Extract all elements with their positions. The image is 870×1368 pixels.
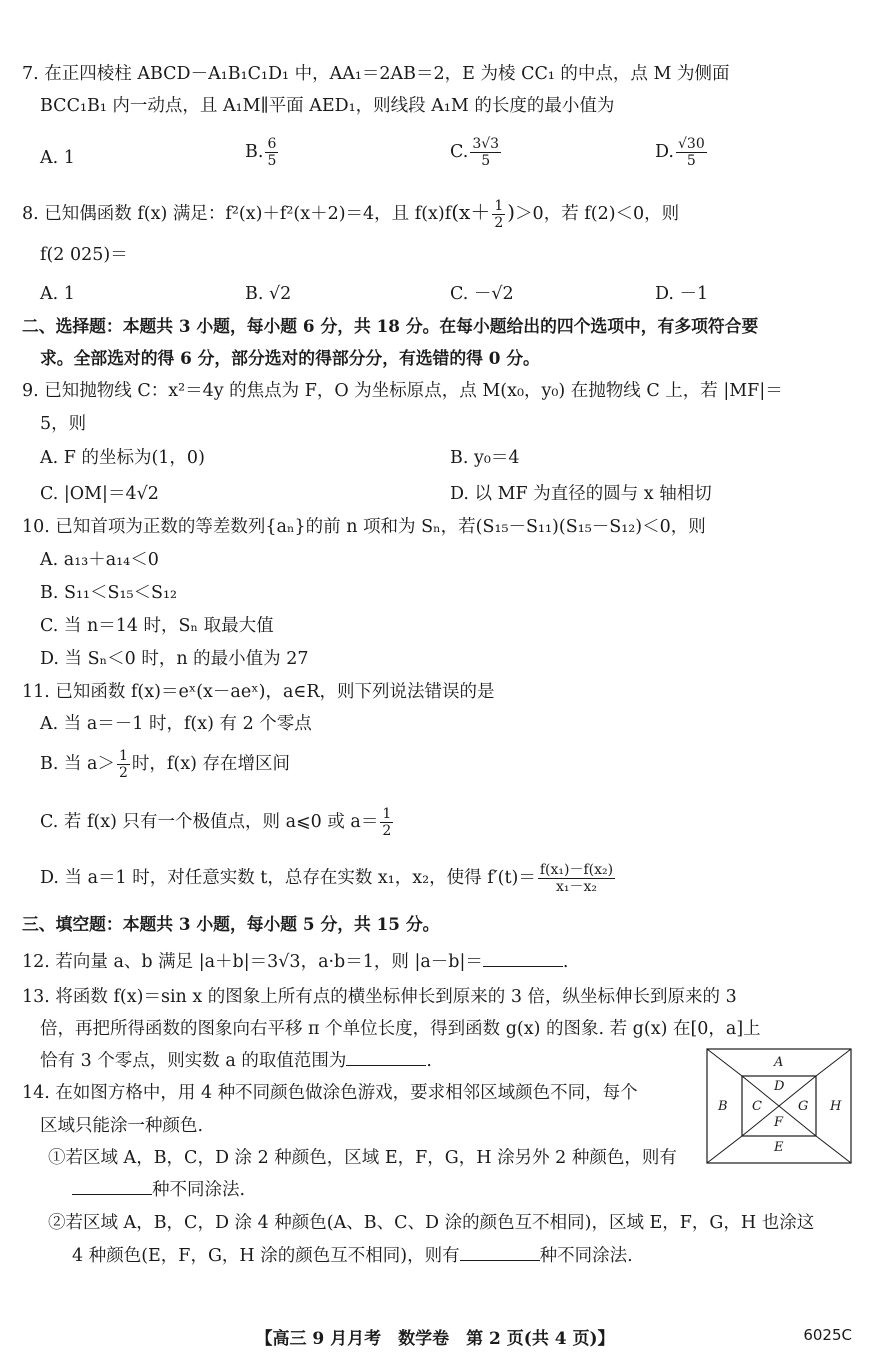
q7-option-b-denominator: 5 xyxy=(267,153,277,169)
q8-paren-close: ) xyxy=(507,200,516,224)
q11-option-b-part-a: B. 当 a＞ xyxy=(40,754,115,774)
q7-option-b-label: B. xyxy=(245,142,264,162)
q10-option-d: D. 当 Sₙ＜0 时，n 的最小值为 27 xyxy=(40,649,309,669)
q11-option-c-part-a: C. 若 f(x) 只有一个极值点，则 a⩽0 或 a＝ xyxy=(40,812,379,832)
q11-option-a: A. 当 a＝－1 时，f(x) 有 2 个零点 xyxy=(40,714,312,734)
q11-option-d-part-a: D. 当 a＝1 时，对任意实数 t，总存在实数 x₁，x₂，使得 f′(t)＝ xyxy=(40,868,536,888)
q7-option-c xyxy=(450,136,503,169)
q10-option-c: C. 当 n＝14 时，Sₙ 取最大值 xyxy=(40,616,274,636)
q13-line3 xyxy=(40,1049,432,1073)
q8-line1-part-a: 8. 已知偶函数 f(x) 满足：f²(x)＋f²(x＋2)＝4，且 f(x)f xyxy=(22,204,452,224)
q10-line1: 10. 已知首项为正数的等差数列{aₙ}的前 n 项和为 Sₙ，若(S₁₅－S₁₁)(S₁₅－S₁₂)＜0，则 xyxy=(22,517,706,537)
page-footer: 【高三 9 月月考 数学卷 第 2 页(共 4 页)】 xyxy=(255,1329,615,1349)
q11-option-d-numerator: f(x₁)－f(x₂) xyxy=(539,862,614,878)
q14-part2-suffix: 种不同涂法. xyxy=(539,1246,633,1266)
q14-part2-answer-blank[interactable] xyxy=(460,1244,540,1261)
q7-option-a: A. 1 xyxy=(40,148,75,168)
q8-line1-part-b: ＞0，若 f(2)＜0，则 xyxy=(515,204,680,224)
q9-option-d: D. 以 MF 为直径的圆与 x 轴相切 xyxy=(450,484,712,504)
q11-option-b-part-b: 时，f(x) 存在增区间 xyxy=(131,754,290,774)
label-e: E xyxy=(774,1140,784,1155)
label-g: G xyxy=(798,1099,809,1114)
label-f: F xyxy=(774,1115,784,1130)
q14-grid-figure xyxy=(706,1048,852,1164)
q14-part2-line1: ②若区域 A，B，C，D 涂 4 种颜色(A、B、C、D 涂的颜色互不相同)，区域 E，F，G，H 也涂这 xyxy=(48,1213,815,1233)
q7-option-b-numerator: 6 xyxy=(267,136,277,152)
q8-line1 xyxy=(22,198,679,231)
q13-period: . xyxy=(426,1051,432,1071)
q13-line3-text: 恰有 3 个零点，则实数 a 的取值范围为 xyxy=(40,1051,347,1071)
q7-option-c-label: C. xyxy=(450,142,469,162)
q8-option-b: B. √2 xyxy=(245,284,292,304)
q9-option-a: A. F 的坐标为(1，0) xyxy=(40,448,205,468)
q7-option-b xyxy=(245,136,280,169)
corner-line-bl xyxy=(707,1136,742,1163)
q7-line1: 7. 在正四棱柱 ABCD－A₁B₁C₁D₁ 中，AA₁＝2AB＝2，E 为棱 CC₁ 的中点，点 M 为侧面 xyxy=(22,64,730,84)
label-b: B xyxy=(718,1099,728,1114)
q11-option-d xyxy=(40,862,617,895)
q13-line2: 倍，再把所得函数的图象向右平移 π 个单位长度，得到函数 g(x) 的图象. 若 g(x) 在[0，a]上 xyxy=(40,1019,761,1039)
q14-part2-text: 4 种颜色(E，F，G，H 涂的颜色互不相同)，则有 xyxy=(72,1246,460,1266)
q7-option-d-denominator: 5 xyxy=(686,153,696,169)
q7-option-d-fraction xyxy=(676,136,707,169)
q7-line2: BCC₁B₁ 内一动点，且 A₁M∥平面 AED₁，则线段 A₁M 的长度的最小值为 xyxy=(40,96,615,116)
q8-option-c: C. －√2 xyxy=(450,284,514,304)
q13-line1: 13. 将函数 f(x)＝sin x 的图象上所有点的横坐标伸长到原来的 3 倍，纵坐标伸长到原来的 3 xyxy=(22,987,737,1007)
label-c: C xyxy=(752,1099,762,1114)
q7-option-d-numerator: √30 xyxy=(677,136,705,152)
corner-line-tr xyxy=(816,1049,851,1076)
q14-line1: 14. 在如图方格中，用 4 种不同颜色做涂色游戏，要求相邻区域颜色不同，每个 xyxy=(22,1083,638,1103)
q11-option-b-denominator: 2 xyxy=(118,765,128,781)
q8-option-d: D. －1 xyxy=(655,284,709,304)
q7-option-d xyxy=(655,136,709,169)
q11-option-c-numerator: 1 xyxy=(382,806,392,822)
q9-option-c: C. |OM|＝4√2 xyxy=(40,484,159,504)
corner-line-tl xyxy=(707,1049,742,1076)
q9-line2: 5，则 xyxy=(40,414,87,434)
q7-option-c-fraction xyxy=(470,136,501,169)
section-3-heading: 三、填空题：本题共 3 小题，每小题 5 分，共 15 分。 xyxy=(22,914,440,934)
q14-part1-line2 xyxy=(72,1178,245,1202)
q11-line1: 11. 已知函数 f(x)＝eˣ(x－aeˣ)，a∈R，则下列说法错误的是 xyxy=(22,682,495,702)
q11-option-d-denominator: x₁－x₂ xyxy=(555,879,597,895)
q14-part1-line1: ①若区域 A，B，C，D 涂 2 种颜色，区域 E，F，G，H 涂另外 2 种颜色，则有 xyxy=(48,1148,677,1168)
section-2-heading-line1: 二、选择题：本题共 3 小题，每小题 6 分，共 18 分。在每小题给出的四个选项中，有多项符合要 xyxy=(22,316,759,336)
label-a: A xyxy=(774,1055,784,1070)
q7-option-d-label: D. xyxy=(655,142,674,162)
corner-line-br xyxy=(816,1136,851,1163)
q8-paren-open: (x＋ xyxy=(451,200,491,224)
q8-fraction-numerator: 1 xyxy=(494,198,504,214)
q11-option-c xyxy=(40,806,395,839)
q14-line2: 区域只能涂一种颜色. xyxy=(40,1116,204,1136)
q9-option-b: B. y₀＝4 xyxy=(450,448,520,468)
q10-option-a: A. a₁₃＋a₁₄＜0 xyxy=(40,550,159,570)
q7-option-c-numerator: 3√3 xyxy=(472,136,500,152)
q12-line1 xyxy=(22,950,568,974)
q11-option-b-numerator: 1 xyxy=(118,748,128,764)
q11-option-c-denominator: 2 xyxy=(382,823,392,839)
q14-part1-answer-blank[interactable] xyxy=(72,1178,152,1195)
q12-answer-blank[interactable] xyxy=(483,950,563,967)
q11-option-b-fraction xyxy=(117,748,130,781)
q12-text: 12. 若向量 a、b 满足 |a＋b|＝3√3，a·b＝1，则 |a－b|＝ xyxy=(22,952,483,972)
q10-option-b: B. S₁₁＜S₁₅＜S₁₂ xyxy=(40,583,178,603)
q8-fraction xyxy=(492,198,505,231)
q8-line2: f(2 025)＝ xyxy=(40,245,128,265)
q11-option-c-fraction xyxy=(380,806,393,839)
q8-fraction-denominator: 2 xyxy=(494,215,504,231)
q7-option-b-fraction xyxy=(265,136,278,169)
section-2-heading-line2: 求。全部选对的得 6 分，部分选对的得部分分，有选错的得 0 分。 xyxy=(40,348,540,368)
q13-answer-blank[interactable] xyxy=(346,1049,426,1066)
q14-part2-line2 xyxy=(72,1244,633,1268)
q14-part1-suffix: 种不同涂法. xyxy=(152,1180,246,1200)
q12-period: . xyxy=(562,952,569,972)
label-h: H xyxy=(830,1099,842,1114)
q8-option-a: A. 1 xyxy=(40,284,75,304)
paper-code: 6025C xyxy=(803,1326,852,1344)
q7-option-c-denominator: 5 xyxy=(481,153,491,169)
q9-line1: 9. 已知抛物线 C：x²＝4y 的焦点为 F，O 为坐标原点，点 M(x₀，y₀) 在抛物线 C 上，若 |MF|＝ xyxy=(22,381,783,401)
q11-option-b xyxy=(40,748,290,781)
q11-option-d-fraction xyxy=(538,862,615,895)
label-d: D xyxy=(774,1079,785,1094)
